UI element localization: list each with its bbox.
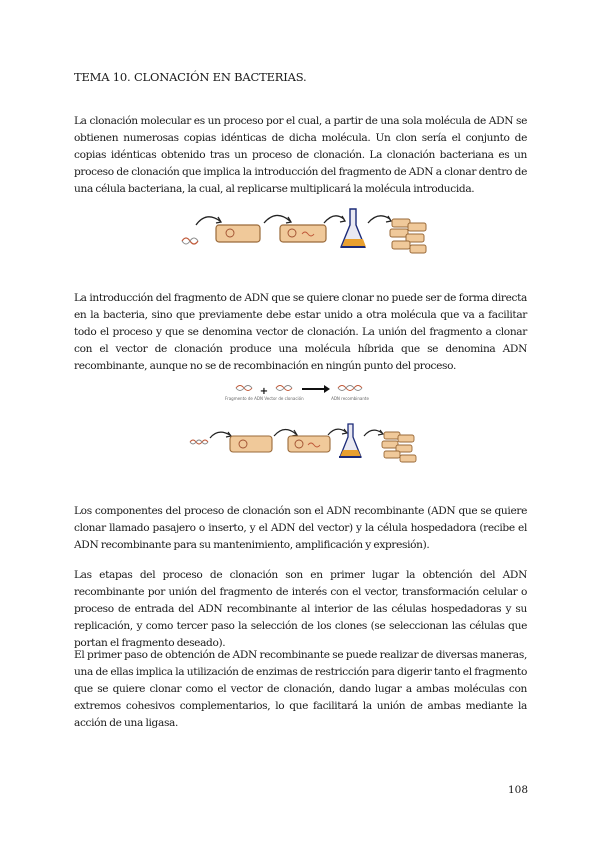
arrow-icon [324, 216, 345, 223]
arrow-icon [328, 429, 347, 435]
page-number: 108 [508, 784, 529, 796]
arrow-icon [264, 215, 291, 223]
bacteria-colony-icon [382, 432, 416, 462]
recombinant-dna-icon [338, 386, 362, 391]
recombinant-label: ADN recombinante [331, 396, 369, 401]
paragraph-intro: La clonación molecular es un proceso por el cual, a partir de una sola molécula de ADN se obtienen numerosas copias idénticas de dicha molécula. Un clon sería el conjunto de copias idénticas obtenido tras un proceso de clonación. La clonación bacteriana es un proceso de clonación que implica la introducción del fragmento de ADN a clonar dentro de una célula bacteriana, la cual, al replicarse multiplicará la molécula introducida. [74, 114, 527, 196]
arrow-icon [302, 385, 330, 393]
fragment-label: Fragmento de ADN [225, 396, 263, 401]
paragraph-components: Los componentes del proceso de clonación son el ADN recombinante (ADN que se quiere clonar llamado pasajero o inserto, y el ADN del vector) y la célula hospedadora (recibe el ADN recombinante para su mantenimiento, amplificación y expresión). [74, 504, 527, 551]
paragraph-vector: La introducción del fragmento de ADN que se quiere clonar no puede ser de forma directa en la bacteria, sino que previamente debe estar unido a otra molécula que va a facilitar todo el proceso y que se denomina vector de clonación. La unión del fragmento a clonar con el vector de clonación produce una molécula híbrida que se denomina ADN recombinante, aunque no se de recombinación en ningún punto del proceso. [74, 291, 527, 373]
bacterium-icon [230, 436, 272, 452]
arrow-icon [210, 432, 231, 438]
vector-icon [276, 386, 292, 391]
culture-flask-icon [339, 424, 361, 457]
bacterium-icon [216, 225, 260, 242]
bacteria-colony-icon [390, 219, 426, 253]
arrow-icon [274, 429, 297, 436]
paragraph-first-step: El primer paso de obtención de ADN recombinante se puede realizar de diversas maneras, una de ellas implica la utilización de enzimas de restricción para digerir tanto el fragmento que se quiere clonar como el vector de clonación, dando lugar a ambas moléculas con extremos cohesivos complementarios, lo que facilitará la unión de ambas mediante la acción de una ligasa. [74, 648, 527, 730]
culture-flask-icon [341, 209, 366, 247]
paragraph-stages: Las etapas del proceso de clonación son en primer lugar la obtención del ADN recombinante por unión del fragmento de interés con el vector, transformación celular o proceso de entrada del ADN recombinante al interior de las células hospedadoras y su replicación, y como tercer paso la selección de los clones (se seleccionan las células que portan el fragmento deseado). [74, 568, 527, 650]
arrow-icon [364, 430, 383, 436]
dna-fragment-icon [182, 238, 198, 244]
vector-label: Vector de clonación [264, 396, 304, 401]
arrow-icon [368, 216, 391, 223]
plus-sign: + [259, 386, 269, 397]
document-title: TEMA 10. CLONACIÓN EN BACTERIAS. [74, 70, 307, 84]
recombinant-dna-figure [188, 380, 420, 472]
cloning-process-figure [178, 203, 428, 255]
arrow-icon [196, 217, 221, 225]
bacterium-with-dna-icon [280, 225, 326, 242]
recombinant-dna-small-icon [190, 440, 208, 444]
dna-fragment-icon [236, 386, 252, 391]
bacterium-with-dna-icon [288, 436, 330, 452]
